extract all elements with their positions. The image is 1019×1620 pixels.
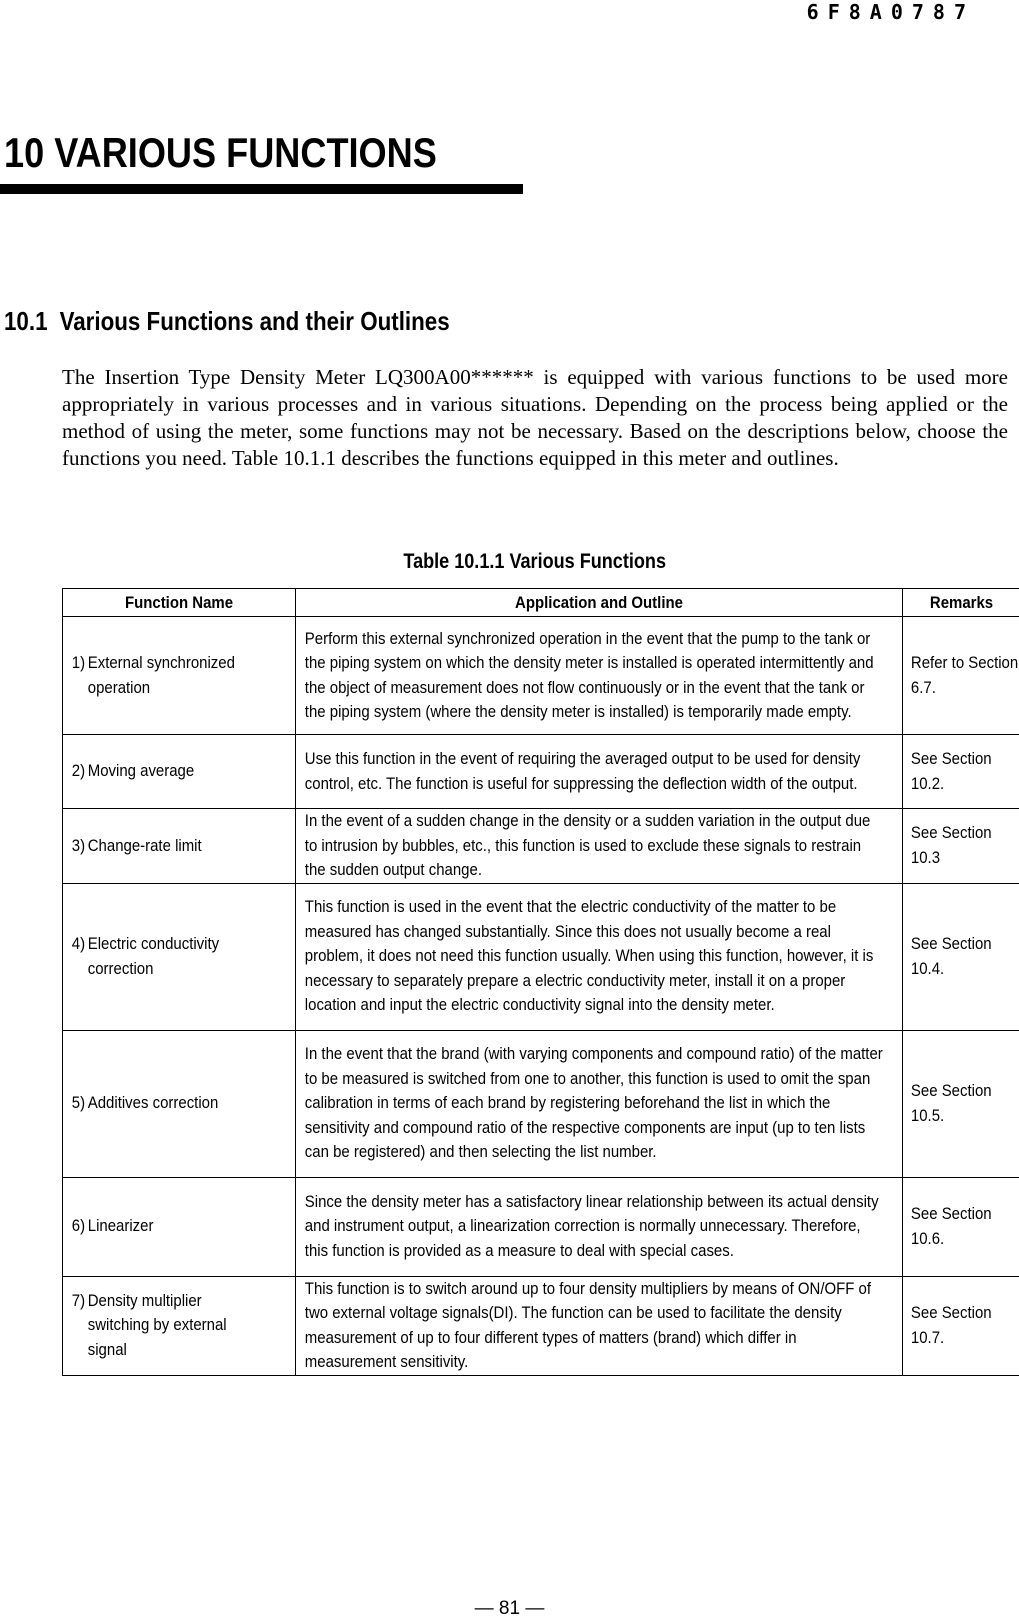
remarks-cell xyxy=(903,735,1019,809)
outline-cell xyxy=(296,883,903,1030)
table-row xyxy=(63,809,1019,884)
function-name-cell xyxy=(63,883,296,1030)
table-caption xyxy=(62,548,1008,576)
outline-cell xyxy=(296,735,903,809)
row-number: 2) xyxy=(72,759,85,784)
functions-table xyxy=(62,588,1019,1376)
table-row xyxy=(63,1177,1019,1276)
remarks-cell xyxy=(903,1177,1019,1276)
page-number: — 81 — xyxy=(0,1598,1019,1620)
table-row xyxy=(63,1276,1019,1375)
outline-text: Use this function in the event of requiring the averaged output to be used for density control, etc. The function is useful for suppressing the deflection width of the output. xyxy=(296,747,886,796)
remarks-text: See Section 10.6. xyxy=(903,1202,1019,1251)
header-remarks: Remarks xyxy=(903,589,1019,617)
table-caption-text: Table 10.1.1 Various Functions xyxy=(404,548,667,576)
outline-cell xyxy=(296,1177,903,1276)
remarks-text: See Section 10.3 xyxy=(903,821,1019,870)
outline-cell xyxy=(296,617,903,735)
row-number: 7) xyxy=(72,1289,85,1363)
remarks-cell xyxy=(903,883,1019,1030)
remarks-cell xyxy=(903,617,1019,735)
table-row xyxy=(63,883,1019,1030)
chapter-title: 10 VARIOUS FUNCTIONS xyxy=(4,128,437,178)
function-name-cell xyxy=(63,809,296,884)
document-code: 6F8A0787 xyxy=(807,0,975,24)
function-name-cell xyxy=(63,617,296,735)
remarks-text: Refer to Section 6.7. xyxy=(903,651,1019,700)
intro-paragraph: The Insertion Type Density Meter LQ300A00****** is equipped with various functions to be used more appropriately in various processes and in various situations. Depending on the process being applied or the method of using the meter, some functions may not be necessary. Based on the descriptions below, choose the functions you need. Table 10.1.1 describes the functions equipped in this meter and outlines. xyxy=(62,364,1008,472)
row-number: 5) xyxy=(72,1091,85,1116)
row-number: 4) xyxy=(72,932,85,981)
remarks-cell xyxy=(903,809,1019,884)
function-name: Density multiplier switching by external signal xyxy=(85,1289,235,1363)
outline-text: In the event that the brand (with varying components and compound ratio) of the matter to be measured is switched from one to another, this function is used to omit the span calibration in terms of each brand by registering beforehand the list in which the sensitivity and compound ratio of the respective components are input (up to ten lists can be registered) and then selecting the list number. xyxy=(296,1042,886,1165)
function-name-cell xyxy=(63,1177,296,1276)
table-row xyxy=(63,617,1019,735)
outline-text: In the event of a sudden change in the density or a sudden variation in the output due to intrusion by bubbles, etc., this function is used to exclude these signals to restrain the sudden output change. xyxy=(296,809,886,883)
function-name-cell xyxy=(63,1030,296,1177)
table-row xyxy=(63,735,1019,809)
section-number: 10.1 xyxy=(4,306,48,336)
row-number: 1) xyxy=(72,651,85,700)
function-name: Linearizer xyxy=(85,1214,235,1239)
header-function-name: Function Name xyxy=(63,589,296,617)
row-number: 3) xyxy=(72,834,85,859)
function-name-cell xyxy=(63,735,296,809)
table-header-row xyxy=(63,589,1019,617)
function-name-cell xyxy=(63,1276,296,1375)
chapter-title-underline xyxy=(0,184,523,194)
outline-cell xyxy=(296,1030,903,1177)
function-name: Moving average xyxy=(85,759,235,784)
outline-text: This function is used in the event that the electric conductivity of the matter to be measured has changed substantially. Since this does not usually become a real problem, it does not need this function usually. When using this function, however, it is necessary to separately prepare a electric conductivity meter, install it on a proper location and input the electric conductivity signal into the density meter. xyxy=(296,895,886,1018)
row-number: 6) xyxy=(72,1214,85,1239)
remarks-cell xyxy=(903,1276,1019,1375)
outline-text: Perform this external synchronized operation in the event that the pump to the tank or the piping system on which the density meter is installed is operated intermittently and the object of measurement does not flow continuously or in the event that the tank or the piping system (where the density meter is installed) is temporarily made empty. xyxy=(296,627,886,725)
outline-cell xyxy=(296,1276,903,1375)
table-row xyxy=(63,1030,1019,1177)
function-name: Change-rate limit xyxy=(85,834,235,859)
function-name: Electric conductivity correction xyxy=(85,932,235,981)
function-name: External synchronized operation xyxy=(85,651,235,700)
section-heading xyxy=(4,304,450,338)
remarks-text: See Section 10.2. xyxy=(903,747,1019,796)
remarks-cell xyxy=(903,1030,1019,1177)
remarks-text: See Section 10.7. xyxy=(903,1301,1019,1350)
outline-text: This function is to switch around up to four density multipliers by means of ON/OFF of two external voltage signals(DI). The function can be used to facilitate the density measurement of up to four different types of matters (brand) which differ in measurement sensitivity. xyxy=(296,1277,886,1375)
outline-text: Since the density meter has a satisfactory linear relationship between its actual density and instrument output, a linearization correction is normally unnecessary. Therefore, this function is provided as a measure to deal with special cases. xyxy=(296,1190,886,1264)
function-name: Additives correction xyxy=(85,1091,235,1116)
section-title: Various Functions and their Outlines xyxy=(60,306,450,336)
header-application: Application and Outline xyxy=(296,589,903,617)
remarks-text: See Section 10.5. xyxy=(903,1079,1019,1128)
outline-cell xyxy=(296,809,903,884)
remarks-text: See Section 10.4. xyxy=(903,932,1019,981)
